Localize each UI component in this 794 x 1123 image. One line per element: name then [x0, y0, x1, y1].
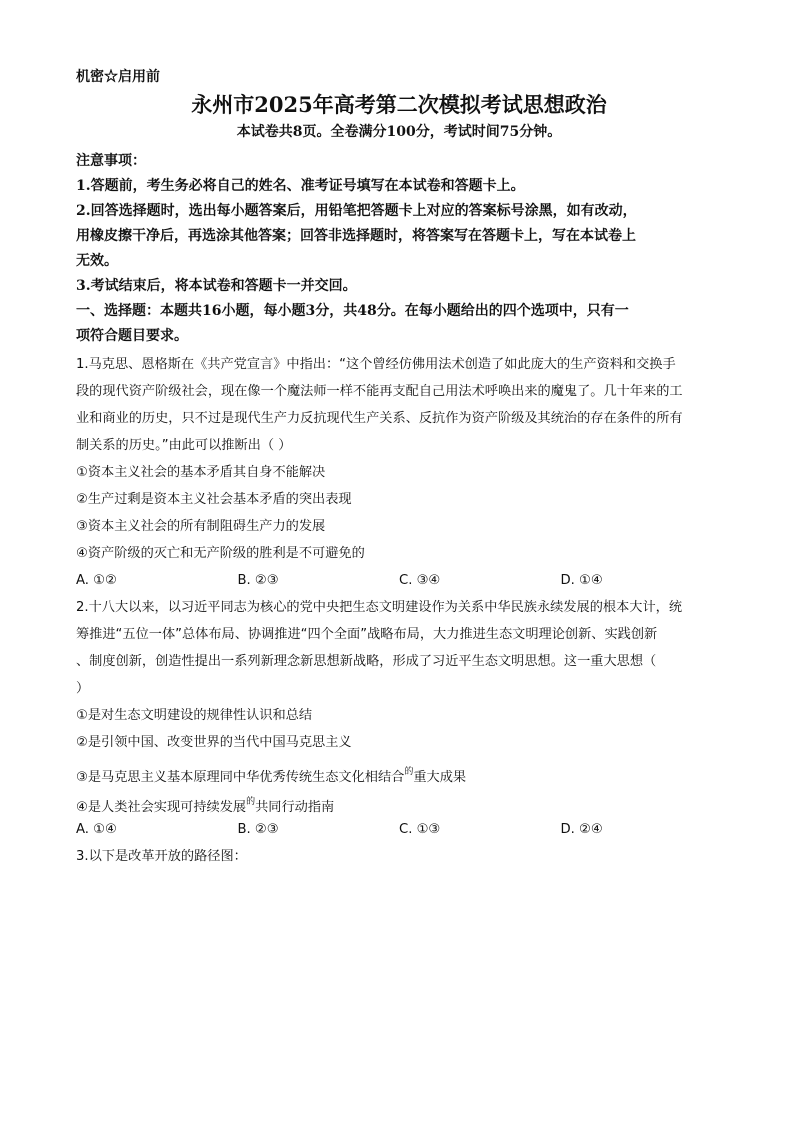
choice-d: D. ①④ — [560, 573, 603, 588]
confidential-label: 机密☆启用前 — [76, 69, 160, 85]
notice-section — [76, 148, 722, 299]
question-2-line-1: 2.十八大以来，以习近平同志为核心的党中央把生态文明建设作为关系中华民族永续发展的根本大计，统 — [76, 600, 683, 615]
choice-d: D. ②④ — [560, 822, 603, 837]
notice-item-3: 3.考试结束后，将本试卷和答题卡一并交回。 — [76, 278, 357, 294]
section-one-heading — [76, 299, 722, 349]
question-1-line-1: 1.马克思、恩格斯在《共产党宣言》中指出：“这个曾经仿佛用法术创造了如此庞大的生产资料和交换手 — [76, 357, 676, 372]
choice-b: B. ②③ — [237, 573, 279, 588]
question-2-choices — [76, 816, 722, 843]
exam-subtitle: 本试卷共8页。全卷满分100分，考试时间75分钟。 — [236, 124, 562, 140]
option-4-superscript: 的 — [246, 797, 256, 807]
section-heading-line-2: 项符合题目要求。 — [76, 328, 188, 344]
question-1-line-2: 段的现代资产阶级社会，现在像一个魔法师一样不能再支配自己用法术呼唤出来的魔鬼了。几十年来的工 — [76, 384, 683, 399]
question-2-option-3 — [76, 756, 722, 786]
question-1-option-1: ①资本主义社会的基本矛盾其自身不能解决 — [76, 465, 326, 480]
choice-c: C. ③④ — [399, 573, 441, 588]
notice-item-2-cont: 用橡皮擦干净后，再选涂其他答案；回答非选择题时，将答案写在答题卡上，写在本试卷上 — [76, 228, 636, 244]
choice-a: A. ①④ — [76, 822, 117, 837]
question-2-option-4 — [76, 786, 722, 816]
option-4-text-end: 共同行动指南 — [255, 800, 335, 815]
section-heading-line-1: 一、选择题：本题共16小题，每小题3分，共48分。在每小题给出的四个选项中，只有一 — [76, 303, 629, 319]
question-2-option-2: ②是引领中国、改变世界的当代中国马克思主义 — [76, 735, 352, 750]
question-2-line-2: 筹推进“五位一体”总体布局、协调推进“四个全面”战略布局，大力推进生态文明理论创新、实践创新 — [76, 627, 658, 642]
question-1-option-2: ②生产过剩是资本主义社会基本矛盾的突出表现 — [76, 492, 352, 507]
question-3-line-1: 3.以下是改革开放的路径图： — [76, 849, 247, 864]
question-3 — [76, 843, 722, 870]
question-1-line-4: 制关系的历史。”由此可以推断出（ ） — [76, 438, 292, 453]
choice-c: C. ①③ — [399, 822, 441, 837]
question-2 — [76, 594, 722, 843]
question-1-option-3: ③资本主义社会的所有制阻碍生产力的发展 — [76, 519, 326, 534]
question-2-line-3: 、制度创新，创造性提出一系列新理念新思想新战略，形成了习近平生态文明思想。这一重大思想（ — [76, 654, 657, 669]
question-1 — [76, 351, 722, 594]
notice-heading: 注意事项： — [76, 153, 146, 169]
exam-page — [76, 66, 722, 870]
question-1-option-4: ④资产阶级的灭亡和无产阶级的胜利是不可避免的 — [76, 546, 365, 561]
notice-item-2: 2.回答选择题时，选出每小题答案后，用铅笔把答题卡上对应的答案标号涂黑，如有改动， — [76, 203, 637, 219]
option-3-text-end: 重大成果 — [413, 770, 467, 785]
question-2-line-4: ） — [76, 681, 90, 696]
question-2-option-1: ①是对生态文明建设的规律性认识和总结 — [76, 708, 313, 723]
option-3-superscript: 的 — [404, 767, 414, 777]
question-1-line-3: 业和商业的历史，只不过是现代生产力反抗现代生产关系、反抗作为资产阶级及其统治的存在条件的所有 — [76, 411, 683, 426]
option-4-text: ④是人类社会实现可持续发展 — [76, 800, 247, 815]
exam-title: 永州市2025年高考第二次模拟考试思想政治 — [191, 92, 607, 117]
question-1-choices — [76, 567, 722, 594]
choice-b: B. ②③ — [237, 822, 279, 837]
notice-item-1: 1.答题前，考生务必将自己的姓名、准考证号填写在本试卷和答题卡上。 — [76, 178, 525, 194]
choice-a: A. ①② — [76, 573, 117, 588]
option-3-text: ③是马克思主义基本原理同中华优秀传统生态文化相结合 — [76, 770, 405, 785]
notice-item-2-end: 无效。 — [76, 253, 118, 269]
